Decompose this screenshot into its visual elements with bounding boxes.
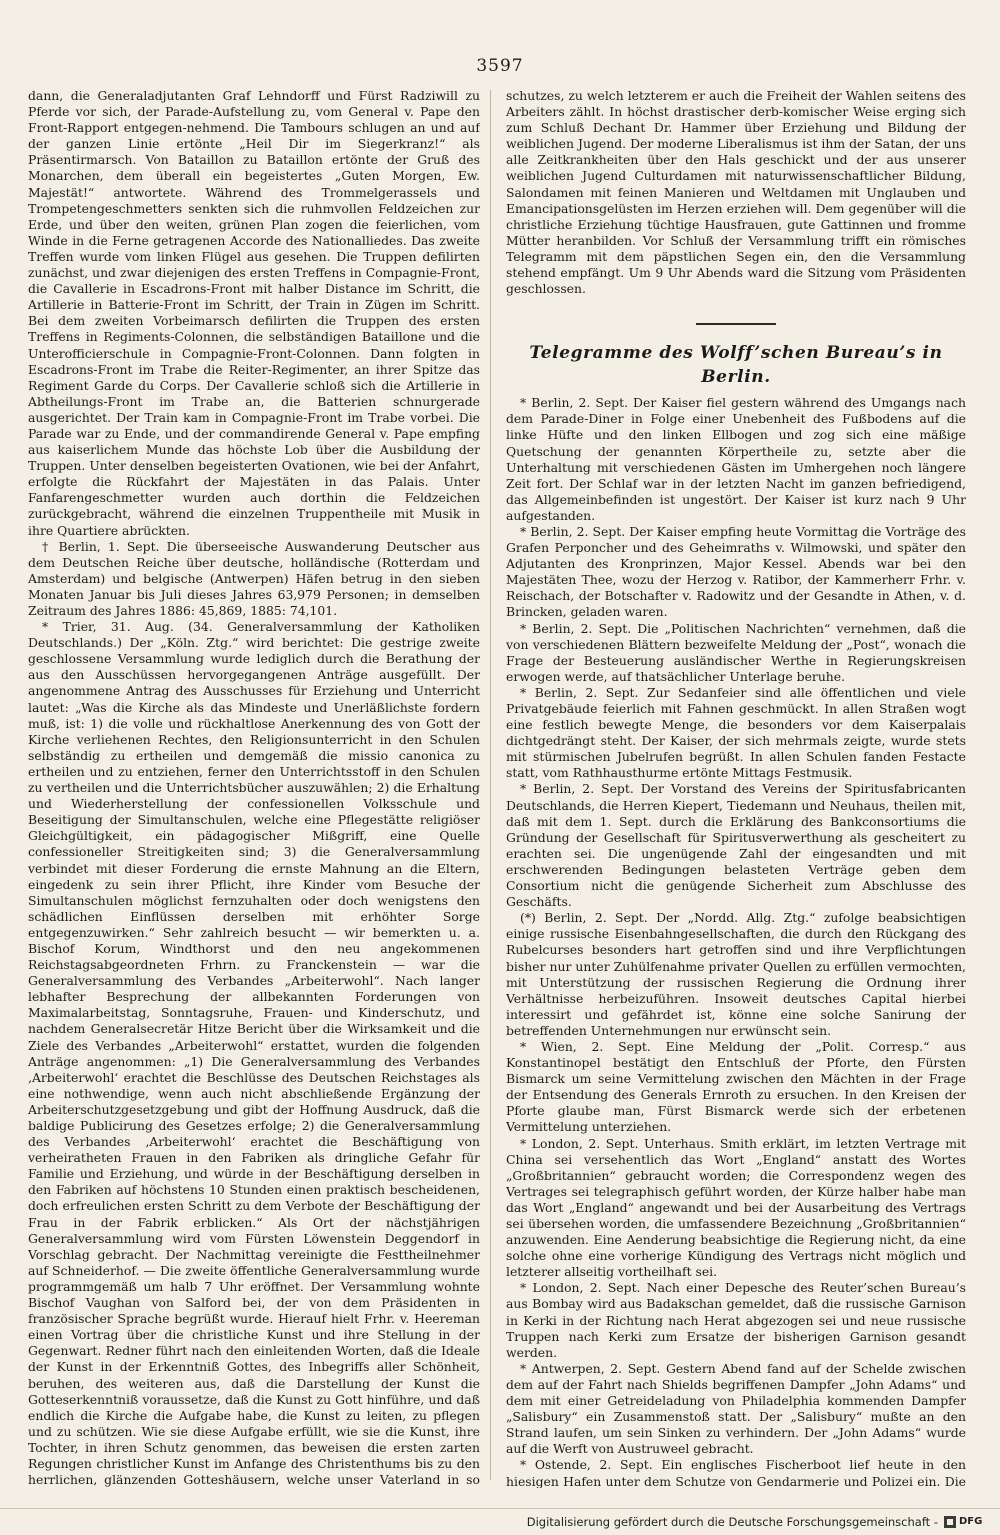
footer-credit-text: Digitalisierung gefördert durch die Deutsche Forschungsgemeinschaft -	[526, 1515, 938, 1529]
right-column	[506, 88, 966, 1488]
article-trier-continuation: schutzes, zu welch letzterem er auch die Freiheit der Wahlen seitens des Arbeiters zählt. In höchst drastischer derb-komischer Weise erging sich zum Schluß Dechant Dr. Hammer über Erziehung und Bildung der weiblichen Jugend. Der moderne Liberalismus ist ihm der Satan, der uns alle Zeitkrankheiten über den Hals geschickt und der aus unserer weiblichen Jugend Culturdamen mit naturwissenschaftlicher Bildung, Salondamen mit feinen Manieren und Weltdamen mit Unglauben und Emancipationsgelüsten im Herzen erziehen will. Dem gegenüber will die christliche Erziehung tüchtige Hausfrauen, gute Gattinnen und fromme Mütter heranbilden. Vor Schluß der Versammlung trifft ein römisches Telegramm mit dem päpstlichen Segen ein, den die Versammlung stehend empfängt. Um 9 Uhr Abends ward die Sitzung vom Präsidenten geschlossen.	[506, 88, 966, 297]
telegram-item: * Berlin, 2. Sept. Zur Sedanfeier sind alle öffentlichen und viele Privatgebäude feierlich mit Fahnen geschmückt. In allen Straßen wogt eine festlich bewegte Menge, die besonders vor dem Kaiserpalais dichtgedrängt steht. Der Kaiser, der sich mehrmals zeigte, wurde stets mit stürmischen Jubelrufen begrüßt. In allen Schulen fanden Festacte statt, vom Rathhausthurme ertönte Mittags Festmusik.	[506, 684, 966, 781]
column-divider	[490, 90, 491, 1480]
left-column	[28, 88, 480, 1488]
footer-bar	[0, 1508, 1000, 1535]
article-auswanderung-paragraph: † Berlin, 1. Sept. Die überseeische Auswanderung Deutscher aus dem Deutschen Reiche über deutsche, holländische (Rotterdam und Amsterdam) und belgische (Antwerpen) Häfen betrug in den sieben Monaten Januar bis Juli dieses Jahres 63,979 Personen; in demselben Zeitraum des Jahres 1886: 45,869, 1885: 74,101.	[28, 538, 480, 618]
telegram-item: * Ostende, 2. Sept. Ein englisches Fischerboot lief heute in den hiesigen Hafen unter dem Schutze von Gendarmerie und Polizei ein. Die	[506, 1457, 966, 1488]
article-parade-paragraph: dann, die Generaladjutanten Graf Lehndorff und Fürst Radziwill zu Pferde vor sich, der Parade-Aufstellung zu, vom General v. Pape den Front-Rapport entgegen-nehmend. Die Tambours schlugen an und auf der ganzen Linie ertönte „Heil Dir im Siegerkranz!“ als Präsentirmarsch. Von Bataillon zu Bataillon ertönte der Gruß des Monarchen, dem überall ein begeistertes „Guten Morgen, Ew. Majestät!“ antwortete. Während des Trommelgerassels und Trompetengeschmetters senkten sich die ruhmvollen Feldzeichen zur Erde, und über den weiten, grünen Plan zogen die feierlichen, vom Winde in die Ferne getragenen Accorde des Nationalliedes. Das zweite Treffen wurde vom linken Flügel aus gesehen. Die Truppen defilirten zunächst, und zwar diejenigen des ersten Treffens in Compagnie-Front, die Cavallerie in Escadrons-Front mit halber Distance im Schritt, die Artillerie in Batterie-Front im Schritt, der Train in Zügen im Schritt. Bei dem zweiten Vorbeimarsch defilirten die Truppen des ersten Treffens in Regiments-Colonnen, die selbständigen Bataillone und die Unterofficierschule in Compagnie-Front-Colonnen. Dann folgten in Escadrons-Front im Trabe die Reiter-Regimenter, an ihrer Spitze das Regiment Garde du Corps. Der Cavallerie schloß sich die Artillerie in Abtheilungs-Front im Trabe an, die Batterien schnurgerade ausgerichtet. Der Train kam in Compagnie-Front im Trabe vorbei. Die Parade war zu Ende, und der commandirende General v. Pape empfing aus kaiserlichem Munde das höchste Lob über die Ausbildung der Truppen. Unter denselben begeisterten Ovationen, wie bei der Anfahrt, erfolgte die Rückfahrt der Majestäten in das Palais. Unter Fanfarengeschmetter wurden auch dorthin die Feldzeichen zurückgebracht, während die einzelnen Truppentheile mit Musik in ihre Quartiere abrückten.	[28, 88, 480, 538]
dfg-logo-text: DFG	[959, 1516, 983, 1527]
article-trier-paragraph: * Trier, 31. Aug. (34. Generalversammlung der Katholiken Deutschlands.) Der „Köln. Ztg.“ wird berichtet: Die gestrige zweite geschlossene Versammlung wurde lediglich durch die Berathung der aus den Ausschüssen hervorgegangenen Anträge ausgefüllt. Der angenommene Antrag des Ausschusses für Erziehung und Unterricht lautet: „Was die Kirche als das Mindeste und Unerläßlichste fordern muß, ist: 1) die volle und rückhaltlose Anerkennung des von Gott der Kirche verliehenen Rechtes, den Religionsunterricht in den Schulen selbständig zu ertheilen und demgemäß die missio canonica zu ertheilen und zu entziehen, ferner den Unterrichtsstoff in den Schulen zu vertheilen und die Unterrichtsbücher auszuwählen; 2) die Erhaltung und Wiederherstellung der confessionellen Volksschule und Beseitigung der Simultanschulen, welche eine Pflegestätte religiöser Gleichgültigkeit, ein pädagogischer Mißgriff, eine Quelle confessioneller Streitigkeiten sind; 3) die Generalversammlung verbindet mit dieser Forderung die ernste Mahnung an die Eltern, eingedenk zu sein ihrer Pflicht, ihre Kinder vom Besuche der Simultanschulen möglichst fernzuhalten oder doch wenigstens den schädlichen Einflüssen derselben mit erhöhter Sorge entgegenzuwirken.“ Sehr zahlreich besucht — wir bemerkten u. a. Bischof Korum, Windthorst und den neu angekommenen Reichstagsabgeordneten Frhrn. zu Franckenstein — war die Generalversammlung des Verbandes „Arbeiterwohl“. Nach langer lebhafter Besprechung der allbekannten Forderungen von Maximalarbeitstag, Sonntagsruhe, Frauen- und Kinderschutz, und nachdem Generalsecretär Hitze Bericht über die Wirksamkeit und die Ziele des Verbandes „Arbeiterwohl“ erstattet, wurden die folgenden Anträge angenommen: „1) Die Generalversammlung des Verbandes ‚Arbeiterwohl‘ erachtet die Beschlüsse des Deutschen Reichstages als eine nothwendige, wenn auch nicht abschließende Ergänzung der Arbeiterschutzgesetzgebung und gibt der Hoffnung Ausdruck, daß die baldige Publicirung des Gesetzes erfolge; 2) die Generalversammlung des Verbandes ‚Arbeiterwohl‘ erachtet die Beschäftigung von verheiratheten Frauen in den Fabriken als dringliche Gefahr für Familie und Erziehung, und würde in der Beschäftigung derselben in den Fabriken auf höchstens 10 Stunden einen praktisch bescheidenen, doch erfreulichen ersten Schritt zu dem Verbote der Beschäftigung der Frau in der Fabrik erblicken.“ Als Ort der nächstjährigen Generalversammlung wird vom Fürsten Löwenstein Deggendorf in Vorschlag gebracht. Der Nachmittag vereinigte die Festtheilnehmer auf Schneiderhof. — Die zweite öffentliche Generalversammlung wurde programmgemäß um halb 7 Uhr eröffnet. Der Versammlung wohnte Bischof Vaughan von Salford bei, der von dem Präsidenten in französischer Sprache begrüßt wurde. Hierauf hielt Frhr. v. Heereman einen Vortrag über die christliche Kunst und ihre Stellung in der Gegenwart. Redner führt nach den einleitenden Worten, daß die Ideale der Kunst in der Erkenntniß Gottes, des Inbegriffs aller Schönheit, beruhen, des weiteren aus, daß die Darstellung der Kunst die Gotteserkenntniß voraussetze, daß die Kunst zu Gott hinführe, und daß endlich die Kirche die Aufgabe habe, die Kunst zu leiten, zu pflegen und zu schützen. Wie sie diese Aufgabe erfüllt, wie sie die Kunst, ihre Tochter, in ihren Schutz genommen, das beweisen die ersten zarten Regungen christlicher Kunst im Anfange des Christenthums bis zu den herrlichen, glänzenden Gotteshäusern, welche unser Vaterland in so	[28, 619, 480, 1488]
telegram-item: (*) Berlin, 2. Sept. Der „Nordd. Allg. Ztg.“ zufolge beabsichtigen einige russische Eisenbahngesellschaften, die durch den Rückgang des Rubelcurses besonders hart getroffen sind und ihre Verpflichtungen bisher nur unter Zuhülfenahme privater Quellen zu erfüllen vermochten, mit Unterstützung der russischen Regierung die Ordnung ihrer Verhältnisse herbeizuführen. Insoweit deutsches Capital hierbei interessirt und gefährdet ist, könne eine solche Sanirung der betreffenden Unternehmungen nur erwünscht sein.	[506, 910, 966, 1038]
telegram-item: * London, 2. Sept. Unterhaus. Smith erklärt, im letzten Vertrage mit China sei versehentlich das Wort „England“ anstatt des Wortes „Großbritannien“ gebraucht worden; die Correspondenz wegen des Vertrages sei telegraphisch geführt worden, der Kürze halber habe man das Wort „England“ angewandt und bei der Ausarbeitung des Vertrags sei übersehen worden, die umfassendere Bezeichnung „Großbritannien“ anzuwenden. Eine Aenderung beabsichtige die Regierung nicht, da eine solche ohne eine vorherige Kündigung des Vertrags nicht möglich und letzterer allseitig vortheilhaft sei.	[506, 1135, 966, 1280]
page-number: 3597	[476, 56, 524, 76]
dfg-mark-icon	[944, 1516, 956, 1528]
telegram-item: * Berlin, 2. Sept. Der Kaiser empfing heute Vormittag die Vorträge des Grafen Perponcher und des Geheimraths v. Wilmowski, und später den Adjutanten des Kronprinzen, Major Kessel. Abends war bei den Majestäten Thee, wozu der Herzog v. Ratibor, der Kammerherr Frhr. v. Reischach, der Botschafter v. Radowitz und der Gesandte in Athen, v. d. Brincken, geladen waren.	[506, 523, 966, 620]
section-title-telegramme: Telegramme des Wolff’schen Bureau’s in Berlin.	[529, 343, 943, 388]
telegram-item: * Antwerpen, 2. Sept. Gestern Abend fand auf der Schelde zwischen dem auf der Fahrt nach Shields begriffenen Dampfer „John Adams“ und dem mit einer Getreideladung von Philadelphia kommenden Dampfer „Salisbury“ ein Zusammenstoß statt. Der „Salisbury“ mußte an den Strand laufen, um sein Sinken zu verhindern. Der „John Adams“ wurde auf die Werft von Austruweel gebracht.	[506, 1360, 966, 1457]
section-divider-top	[696, 323, 776, 325]
dfg-logo	[944, 1513, 992, 1530]
telegram-item: * Berlin, 2. Sept. Der Vorstand des Vereins der Spiritusfabricanten Deutschlands, die Herren Kiepert, Tiedemann und Neuhaus, theilen mit, daß mit dem 1. Sept. durch die Erklärung des Bankconsortiums die Gründung der Gesellschaft für Spiritusverwerthung als gescheitert zu erachten sei. Die ungenügende Zahl der eingesandten und mit erschwerenden Bedingungen belasteten Verträge geben dem Consortium nicht die genügende Sicherheit zum Abschlusse des Geschäfts.	[506, 781, 966, 910]
telegram-item: * Wien, 2. Sept. Eine Meldung der „Polit. Corresp.“ aus Konstantinopel bestätigt den Entschluß der Pforte, den Fürsten Bismarck um seine Vermittelung zwischen den Mächten in der Frage der Entsendung des Generals Ernroth zu ersuchen. In den Kreisen der Pforte glaube man, Fürst Bismarck werde sich der erbetenen Vermittelung unterziehen.	[506, 1038, 966, 1135]
telegram-item: * London, 2. Sept. Nach einer Depesche des Reuter’schen Bureau’s aus Bombay wird aus Badakschan gemeldet, daß die russische Garnison in Kerki in der Richtung nach Herat abgezogen sei und neue russische Truppen nach Kerki zum Ersatze der bisherigen Garnison gesandt werden.	[506, 1280, 966, 1360]
telegram-item: * Berlin, 2. Sept. Die „Politischen Nachrichten“ vernehmen, daß die von verschiedenen Blättern bezweifelte Meldung der „Post“, wonach die Frage der Besteuerung ausländischer Werthe in Regierungskreisen erwogen werde, auf thatsächlicher Unterlage beruhe.	[506, 620, 966, 684]
telegram-item: * Berlin, 2. Sept. Der Kaiser fiel gestern während des Umgangs nach dem Parade-Diner in Folge einer Unebenheit des Fußbodens auf die linke Hüfte und den linken Ellbogen und zog sich eine mäßige Quetschung der genannten Körpertheile zu, setzte aber die Unterhaltung mit verschiedenen Gästen im Umhergehen noch längere Zeit fort. Der Schlaf war in der letzten Nacht im ganzen befriedigend, das Allgemeinbefinden ist ungestört. Der Kaiser ist kurz nach 9 Uhr aufgestanden.	[506, 395, 966, 523]
